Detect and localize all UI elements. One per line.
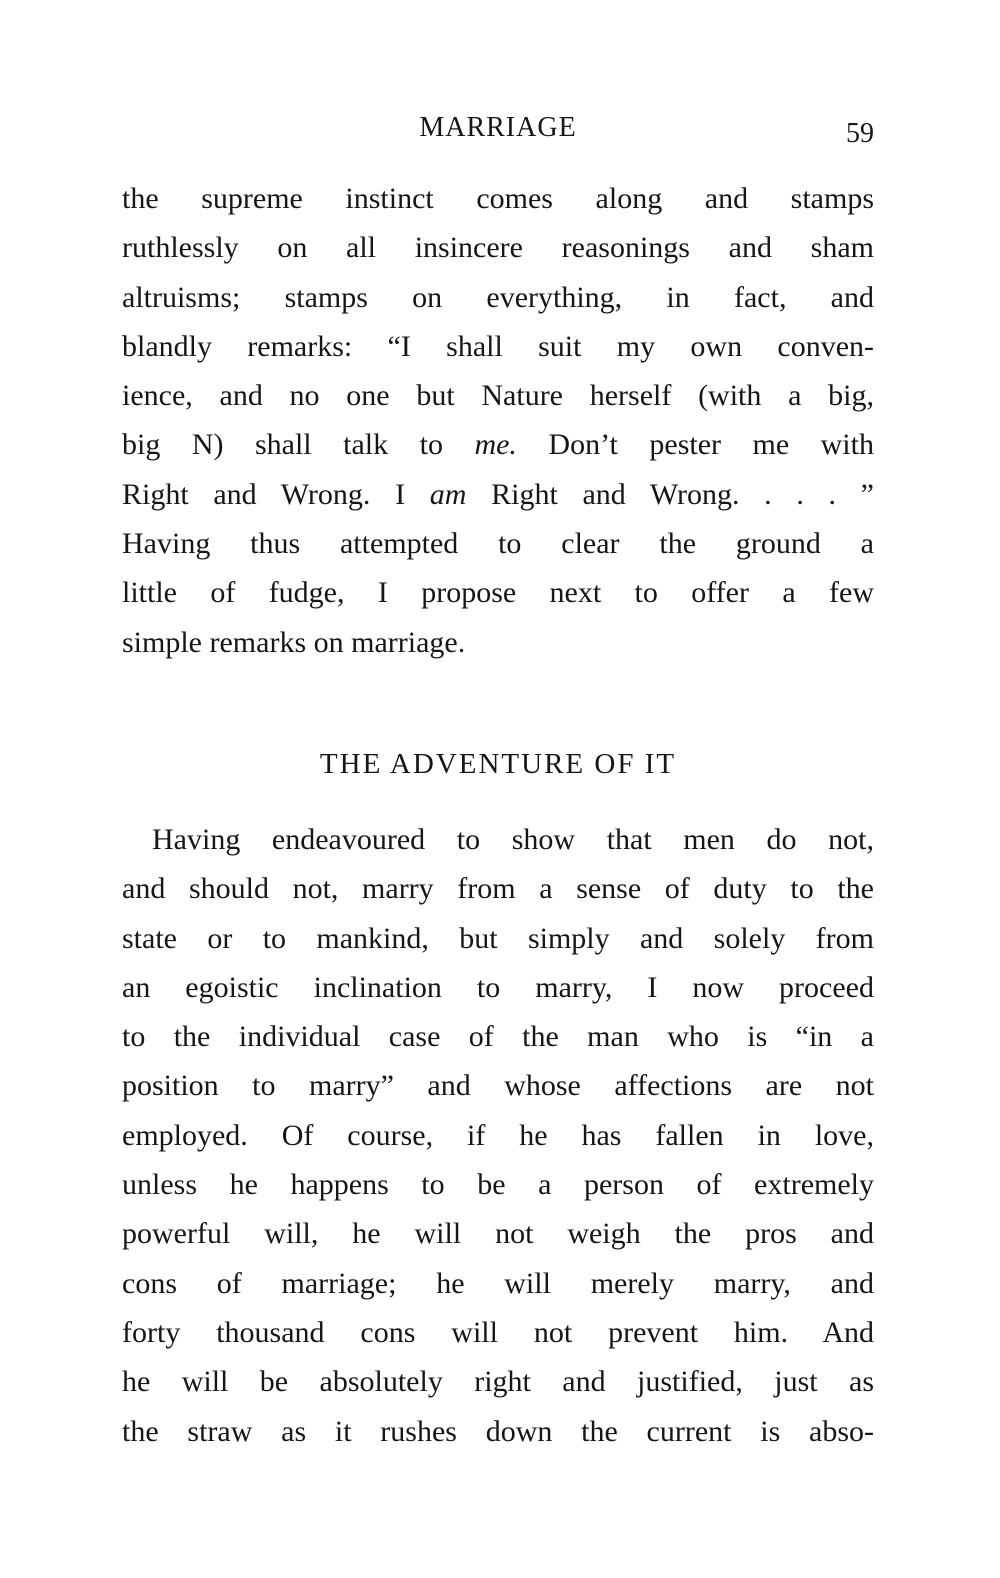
text-line: cons of marriage; he will merely marry, and (122, 1266, 874, 1300)
text-line: position to marry” and whose affections are not (122, 1069, 874, 1103)
running-title: MARRIAGE (419, 112, 577, 143)
text-line (122, 470, 874, 519)
text-line: altruisms; stamps on everything, in fact, and (122, 280, 874, 314)
text-line: the supreme instinct comes along and stamps (122, 182, 874, 215)
text-line: little of fudge, I propose next to offer a few (122, 576, 874, 610)
text-line (122, 420, 874, 469)
text-fragment: Right and Wrong. . . . ” (466, 477, 874, 511)
text-line: Having thus attempted to clear the ground a (122, 527, 874, 561)
text-line: an egoistic inclination to marry, I now proceed (122, 970, 874, 1004)
text-fragment: Right and Wrong. I (122, 477, 430, 511)
italic-word: am (429, 477, 467, 511)
text-line: unless he happens to be a person of extremely (122, 1168, 874, 1202)
text-line: to the individual case of the man who is “in a (122, 1020, 874, 1054)
paragraph-continued (122, 174, 874, 667)
page-number: 59 (846, 118, 874, 149)
text-fragment: big N) shall talk to (122, 428, 475, 462)
italic-word: me. (474, 428, 517, 462)
text-line: state or to mankind, but simply and solely from (122, 921, 874, 955)
text-line: ience, and no one but Nature herself (with a big, (122, 379, 874, 413)
text-line: and should not, marry from a sense of duty to the (122, 872, 874, 906)
text-fragment: Don’t pester me with (516, 428, 874, 462)
text-line: simple remarks on marriage. (122, 625, 466, 659)
running-head (122, 112, 874, 152)
text-line: the straw as it rushes down the current is abso- (122, 1414, 874, 1448)
text-line: employed. Of course, if he has fallen in love, (122, 1118, 874, 1152)
section-heading: THE ADVENTURE OF IT (319, 748, 677, 780)
text-line: blandly remarks: “I shall suit my own conven- (122, 329, 874, 363)
text-line: ruthlessly on all insincere reasonings and sham (122, 231, 874, 265)
text-line: Having endeavoured to show that men do not, (152, 823, 874, 856)
text-line: he will be absolutely right and justified, just as (122, 1365, 874, 1399)
paragraph (122, 815, 874, 1456)
text-line: powerful will, he will not weigh the pros and (122, 1217, 874, 1251)
text-line: forty thousand cons will not prevent him. And (122, 1315, 874, 1349)
